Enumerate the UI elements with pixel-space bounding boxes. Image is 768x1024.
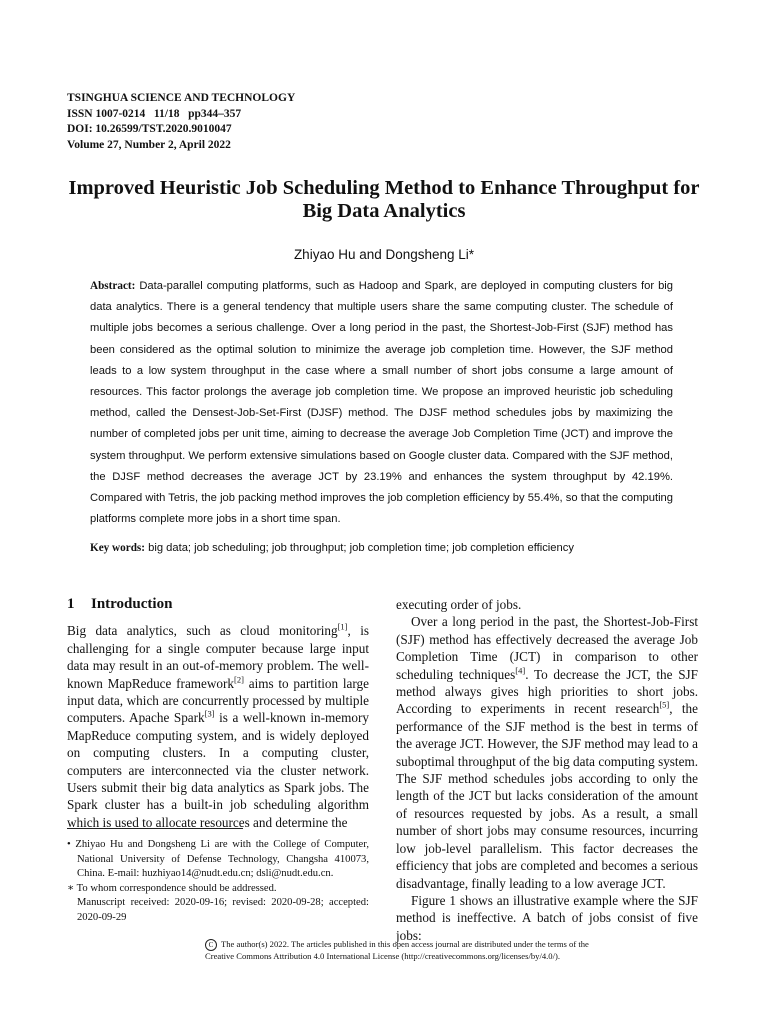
citation-1: [1] [337,622,348,633]
citation-3: [3] [204,709,215,720]
paper-authors: Zhiyao Hu and Dongsheng Li* [293,247,475,262]
footnotes [67,838,369,926]
right-column [396,596,698,944]
citation-5: [5] [659,700,670,711]
intro-paragraph-1: Big data analytics, such as cloud monitoring[1], is challenging for a single computer because large input data may result in an out-of-memory problem. The well-known MapReduce framework[2] aims to partition large input data, which are concurrently processed by multiple computers. Apache Spark[3] is a well-known in-memory MapReduce computing system, and is widely deployed on computing clusters. In a computing cluster, computers are interconnected via the cluster network. Users submit their big data analytics as Spark jobs. The Spark cluster has a built-in job scheduling algorithm which is used to allocate resources and determine the [67,622,369,830]
keywords-label: Key words: [90,542,145,554]
section-heading [67,596,369,613]
footnote-divider [67,828,243,829]
intro-paragraph-1-cont: executing order of jobs. [396,597,522,612]
section-number: 1 [67,596,75,612]
footnote-manuscript-dates: Manuscript received: 2020-09-16; revised: 2020-09-28; accepted: 2020-09-29 [77,897,369,923]
intro-paragraph-3: Figure 1 shows an illustrative example where the SJF method is ineffective. A batch of jobs consist of five jobs: [396,892,698,943]
citation-4: [4] [515,665,526,676]
section-title: Introduction [91,596,173,612]
left-column [67,596,369,831]
journal-name: TSINGHUA SCIENCE AND TECHNOLOGY [67,92,296,104]
license-line-2: Creative Commons Attribution 4.0 International License (http://creativecommons.org/licenses/by/4.0/). [205,951,560,962]
footnote-corresponding: ∗ To whom correspondence should be addressed. [67,882,277,894]
citation-2: [2] [234,674,244,685]
journal-volume: Volume 27, Number 2, April 2022 [67,138,231,151]
abstract-label: Abstract: [90,280,136,292]
footnote-affiliation: • Zhiyao Hu and Dongsheng Li are with the College of Computer, National University of Defense Technology, Changsha 410073, China. E-mail: huzhiyao14@nudt.edu.cn; dsli@nudt.edu.cn. [67,839,370,880]
copyright-icon: C [205,939,217,951]
intro-paragraph-2: Over a long period in the past, the Shortest-Job-First (SJF) method has effectively decreased the average Job Completion Time (JCT) in comparison to other scheduling techniques[4]. To decrease the JCT, the SJF method always gives high priorities to short jobs. According to experiments in recent research[5], the performance of the SJF method is the best in terms of the average JCT. However, the SJF method may lead to a suboptimal throughput of the big data computing system. The SJF method schedules jobs according to only the length of the JCT but lacks consideration of the amount of resources requested by jobs. As a result, a small number of short jobs may consume resources, incurring low job-level parallelism. This factor decreases the efficiency that jobs are completed and becomes a serious disadvantage, finally leading to a low average JCT. [396,614,699,891]
journal-doi: DOI: 10.26599/TST.2020.9010047 [67,123,232,135]
license-line-1: The author(s) 2022. The articles published in this open access journal are distributed under the terms of the [221,939,589,949]
license-notice [205,939,589,963]
keywords-text: big data; job scheduling; job throughput; job completion time; job completion efficiency [148,542,574,554]
keywords [90,542,690,554]
abstract [90,276,673,530]
paper-title: Improved Heuristic Job Scheduling Method to Enhance Throughput for Big Data Analytics [68,177,700,222]
journal-header [67,91,295,153]
abstract-text: Data-parallel computing platforms, such as Hadoop and Spark, are deployed in computing clusters for big data analytics. There is a general tendency that multiple users share the same computing cluster. The schedule of multiple jobs becomes a serious challenge. Over a long period in the past, the Shortest-Job-First (SJF) method has been considered as the optimal solution to minimize the average job completion time. However, the SJF method leads to a low system throughput in the case where a small number of short jobs consume a large amount of resources. This factor prolongs the average job completion time. We propose an improved heuristic job scheduling method, called the Densest-Job-Set-First (DJSF) method. The DJSF method schedules jobs by maximizing the number of completed jobs per unit time, aiming to decrease the average Job Completion Time (JCT) and improve the system throughput. We perform extensive simulations based on Google cluster data. Compared with the SJF method, the DJSF method decreases the average JCT by 23.19% and enhances the system throughput by 42.19%. Compared with Tetris, the job packing method improves the job completion efficiency by 55.4%, so that the computing platforms complete more jobs in a short time span. [90,280,674,526]
journal-issn: ISSN 1007-0214 11/18 pp344–357 [67,107,242,120]
